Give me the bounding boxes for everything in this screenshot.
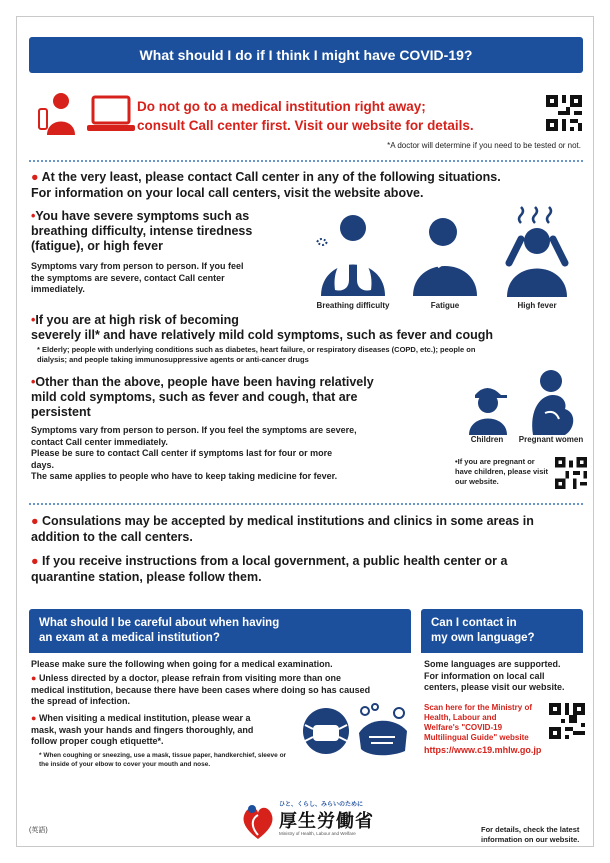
case3-heading bbox=[31, 375, 451, 420]
website-url[interactable]: https://www.c19.mhlw.go.jp bbox=[424, 745, 542, 755]
divider bbox=[29, 160, 583, 162]
logo-sub: Ministry of Health, Labour and Welfare bbox=[279, 831, 356, 836]
case2-note bbox=[37, 345, 587, 365]
language-body-line-1: Some languages are supported. bbox=[424, 659, 561, 669]
footer-details-line-2: information on our website. bbox=[481, 834, 580, 844]
fatigue-icon bbox=[409, 214, 481, 296]
footer-details-line-1: For details, check the latest bbox=[481, 825, 580, 834]
case3-body-line-4: days. bbox=[31, 459, 55, 470]
divider bbox=[29, 503, 583, 505]
children-label: Children bbox=[470, 435, 504, 444]
case3-body-line-1: Symptoms vary from person to person. If you feel the symptoms are severe, bbox=[31, 425, 357, 435]
logo-tagline: ひと、くらし、みらいのために bbox=[279, 802, 364, 808]
exam-note bbox=[39, 751, 319, 769]
language-body-line-3: centers, please visit our website. bbox=[424, 682, 565, 692]
page-title: What should I do if I think I might have COVID-19? bbox=[29, 37, 583, 73]
exam-box-title-line-1: What should I be careful about when having bbox=[39, 617, 280, 629]
pregnant-women-label: Pregnant women bbox=[518, 435, 584, 444]
case1-heading-line-2: breathing difficulty, intense tiredness bbox=[31, 224, 253, 238]
alert-line-1: Do not go to a medical institution right away; bbox=[137, 99, 426, 114]
laptop-icon bbox=[87, 95, 135, 133]
people-note-line-3: our website. bbox=[455, 477, 499, 486]
exam-bullet-2-line-2: mask, wash your hands and fingers thoroughly, and bbox=[31, 724, 254, 735]
extra-item-2-line-1: If you receive instructions from a local government, a public health center or a bbox=[42, 554, 508, 568]
high-fever-icon bbox=[499, 205, 575, 297]
case3-heading-line-1: Other than the above, people have been having relatively bbox=[35, 375, 374, 389]
child-icon bbox=[465, 383, 511, 435]
extra-item-2-line-2: quarantine station, please follow them. bbox=[31, 570, 262, 584]
ministry-logo bbox=[241, 797, 374, 843]
scan-prompt bbox=[424, 703, 554, 743]
extra-item-1-line-2: addition to the call centers. bbox=[31, 530, 193, 544]
case1-body-line-3: immediately. bbox=[31, 284, 85, 294]
exam-box-title bbox=[29, 609, 411, 653]
case3-heading-line-2: mild cold symptoms, such as fever and cough, that are bbox=[31, 390, 358, 404]
qr-code-icon bbox=[549, 703, 585, 739]
exam-bullet-2-line-1: When visiting a medical institution, please wear a bbox=[38, 713, 251, 723]
contact-intro-line-1: At the very least, please contact Call center in any of the following situations. bbox=[41, 170, 501, 184]
people-note-line-1: •If you are pregnant or bbox=[455, 457, 535, 466]
contact-intro bbox=[31, 169, 586, 201]
alert-text bbox=[137, 97, 517, 135]
logo-name: 厚生労働省 bbox=[279, 811, 374, 832]
scan-prompt-line-1: Scan here for the Ministry of bbox=[424, 703, 533, 712]
high-fever-label: High fever bbox=[517, 301, 557, 310]
case3-body-line-3: Please be sure to contact Call center if symptoms last for four or more bbox=[31, 448, 333, 458]
exam-intro: Please make sure the following when going for a medical examination. bbox=[31, 659, 333, 669]
exam-box-title-line-2: an exam at a medical institution? bbox=[39, 632, 220, 644]
extra-item-2 bbox=[31, 553, 591, 585]
case2-heading-line-1: If you are at high risk of becoming bbox=[35, 313, 239, 327]
scan-prompt-line-3: Welfare's "COVID-19 bbox=[424, 723, 503, 732]
hand-washing-icon bbox=[355, 703, 411, 757]
breathing-difficulty-label: Breathing difficulty bbox=[316, 301, 390, 310]
red-bullet-icon: ● bbox=[31, 514, 43, 528]
case3-body-line-5: The same applies to people who have to keep taking medicine for fever. bbox=[31, 471, 338, 481]
exam-box bbox=[29, 609, 411, 653]
people-note bbox=[455, 457, 555, 487]
red-bullet-icon: • bbox=[31, 313, 36, 327]
pregnant-woman-icon bbox=[523, 369, 577, 435]
case2-note-line-2: dialysis; and people taking immunosuppressive agents or anti-cancer drugs bbox=[37, 355, 309, 364]
exam-note-line-2: the inside of your elbow to cover your mouth and nose. bbox=[39, 761, 211, 768]
scan-prompt-line-2: Health, Labour and bbox=[424, 713, 497, 722]
red-bullet-icon: ● bbox=[31, 170, 42, 184]
contact-intro-line-2: For information on your local call centers, visit the website above. bbox=[31, 186, 424, 200]
footer-details bbox=[481, 825, 591, 844]
alert-line-2: consult Call center first. Visit our website for details. bbox=[137, 118, 474, 133]
case3-body bbox=[31, 425, 451, 483]
case1-body-line-1: Symptoms vary from person to person. If you feel bbox=[31, 261, 244, 271]
phone-person-icon bbox=[37, 91, 83, 135]
case2-note-line-1: * Elderly; people with underlying conditions such as diabetes, heart failure, or respiratory diseases (COPD, etc.); people on bbox=[37, 345, 476, 354]
case3-body-line-2: contact Call center immediately. bbox=[31, 436, 168, 447]
case2-heading-line-2: severely ill* and have relatively mild cold symptoms, such as fever and cough bbox=[31, 328, 493, 342]
breathing-difficulty-icon bbox=[313, 214, 393, 296]
fatigue-label: Fatigue bbox=[430, 301, 460, 310]
language-body-line-2: For information on local call bbox=[424, 670, 545, 681]
case2-heading bbox=[31, 313, 586, 343]
exam-bullet-1-line-3: the spread of infection. bbox=[31, 696, 131, 706]
scan-prompt-line-4: Multilingual Guide" website bbox=[424, 733, 529, 742]
language-box-title bbox=[421, 609, 583, 653]
extra-item-1-line-1: Consulations may be accepted by medical institutions and clinics in some areas in bbox=[42, 514, 534, 528]
qr-code-icon bbox=[546, 95, 582, 131]
exam-bullet-2-line-3: follow proper cough etiquette*. bbox=[31, 736, 164, 746]
red-bullet-icon: ● bbox=[31, 673, 39, 683]
people-note-line-2: have children, please visit bbox=[455, 467, 548, 476]
exam-bullet-1-line-1: Unless directed by a doctor, please refrain from visiting more than one bbox=[38, 673, 342, 683]
language-body bbox=[424, 659, 589, 694]
red-bullet-icon: ● bbox=[31, 713, 39, 723]
red-bullet-icon: • bbox=[31, 375, 36, 389]
case1-heading-line-3: (fatigue), or high fever bbox=[31, 239, 163, 253]
exam-note-line-1: * When coughing or sneezing, use a mask, tissue paper, handkerchief, sleeve or bbox=[39, 752, 287, 759]
case3-heading-line-3: persistent bbox=[31, 405, 91, 419]
mask-icon bbox=[301, 707, 351, 755]
language-mark: (英語) bbox=[29, 827, 48, 834]
case1-heading-line-1: You have severe symptoms such as bbox=[35, 209, 250, 223]
red-bullet-icon: ● bbox=[31, 554, 43, 568]
exam-bullet-1-line-2: medical institution, because there have been cases where doing so has caused bbox=[31, 684, 371, 695]
alert-note: *A doctor will determine if you need to be tested or not. bbox=[387, 141, 581, 150]
case1-body-line-2: the symptoms are severe, contact Call center bbox=[31, 272, 225, 283]
ministry-logo-icon bbox=[241, 801, 275, 841]
qr-code-icon bbox=[555, 457, 587, 489]
red-bullet-icon: • bbox=[31, 209, 36, 223]
language-box-title-line-2: my own language? bbox=[431, 632, 535, 644]
language-box-title-line-1: Can I contact in bbox=[431, 617, 517, 629]
language-box bbox=[421, 609, 583, 653]
case1-heading bbox=[31, 209, 321, 254]
exam-bullet-2 bbox=[31, 713, 301, 748]
poster bbox=[16, 16, 594, 847]
extra-item-1 bbox=[31, 513, 591, 545]
case1-body bbox=[31, 261, 321, 296]
